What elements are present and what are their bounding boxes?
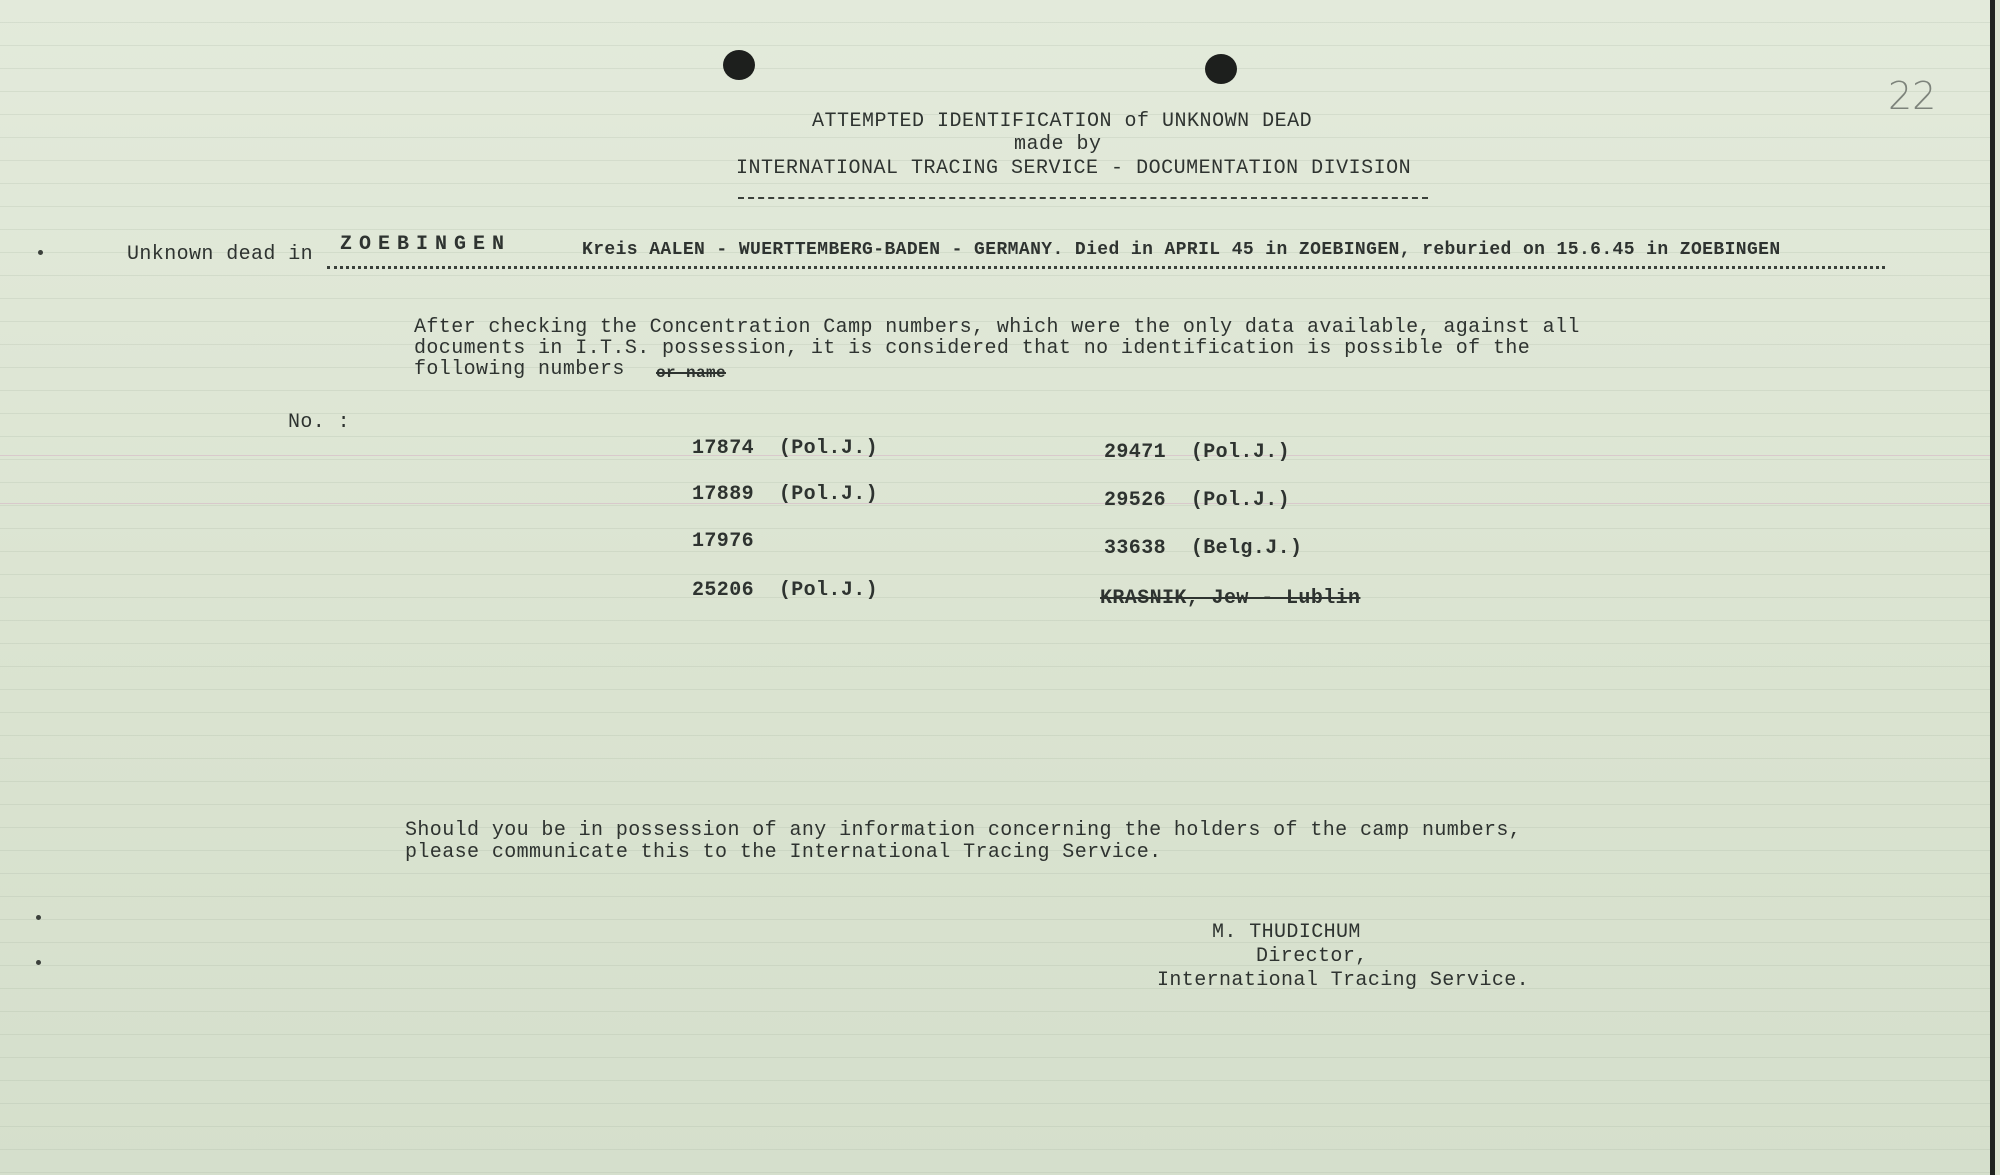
place-name: ZOEBINGEN [340, 233, 512, 256]
header-underline [738, 197, 1428, 199]
camp-number-entry: 17889 (Pol.J.) [692, 483, 879, 506]
numbers-label: No. : [288, 411, 351, 434]
camp-number-entry: 29471 (Pol.J.) [1104, 441, 1291, 464]
death-record-details: Kreis AALEN - WUERTTEMBERG-BADEN - GERMANY. Died in APRIL 45 in ZOEBINGEN, reburied on 15.6.45 in ZOEBINGEN [582, 240, 1781, 260]
document-title: ATTEMPTED IDENTIFICATION of UNKNOWN DEAD [812, 110, 1313, 133]
ruled-line [0, 455, 1995, 456]
page-number: 22 [1888, 74, 1937, 118]
scan-edge [1990, 0, 1995, 1175]
ruled-line [0, 503, 1995, 504]
camp-number-entry: 25206 (Pol.J.) [692, 579, 879, 602]
margin-mark [36, 960, 41, 965]
punch-hole-left [723, 50, 755, 80]
punch-hole-right [1205, 54, 1237, 84]
document-subtitle: made by [1014, 133, 1102, 156]
margin-mark [38, 250, 43, 255]
paragraph-line-3: following numbers [414, 358, 625, 381]
struck-name-entry: KRASNIK, Jew - Lublin [1100, 587, 1361, 610]
signatory-name: M. THUDICHUM [1212, 921, 1361, 944]
camp-number-entry: 29526 (Pol.J.) [1104, 489, 1291, 512]
paragraph-line-2: documents in I.T.S. possession, it is considered that no identification is possible of the [414, 337, 1531, 360]
issuing-division: INTERNATIONAL TRACING SERVICE - DOCUMENTATION DIVISION [736, 157, 1412, 180]
signatory-organization: International Tracing Service. [1157, 969, 1530, 992]
unknown-dead-label: Unknown dead in [127, 243, 314, 266]
margin-mark [36, 915, 41, 920]
closing-line-2: please communicate this to the International Tracing Service. [405, 841, 1162, 864]
signatory-title: Director, [1256, 945, 1368, 968]
camp-number-entry: 17976 [692, 530, 755, 553]
closing-line-1: Should you be in possession of any information concerning the holders of the camp numbers, [405, 819, 1522, 842]
struck-text-or-name: or name [656, 364, 727, 382]
dotted-fill-line [327, 262, 1885, 269]
camp-number-entry: 33638 (Belg.J.) [1104, 537, 1303, 560]
camp-number-entry: 17874 (Pol.J.) [692, 437, 879, 460]
paragraph-line-1: After checking the Concentration Camp numbers, which were the only data available, against all [414, 316, 1580, 339]
